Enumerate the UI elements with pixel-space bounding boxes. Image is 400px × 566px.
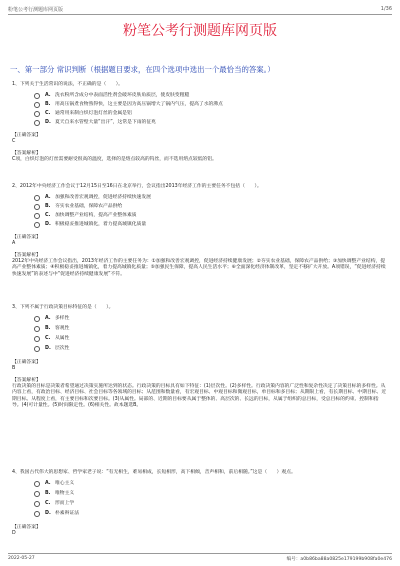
question-3 (12, 305, 388, 410)
radio-icon[interactable] (34, 93, 40, 99)
question-1 (12, 82, 388, 163)
radio-icon[interactable] (34, 213, 40, 219)
answer-label: 【正确答案】 (12, 234, 41, 240)
option-b[interactable]: B. 夯实农业基础，保障农产品供给 (34, 202, 388, 211)
question-stem: 4、我国古代伟大的思想家、哲学家老子说：“有无相生，难易相成，长短相形，高下相倾，音声相和，前后相随。”这是（ ）观点。 (12, 470, 296, 475)
question-stem: 1、下列关于生活常识的说法，不正确的是（ ）。 (12, 82, 123, 87)
analysis-text: C项，白炽灯泡的灯丝需要耐受很高的温度，选择的是熔点较高的钨丝，而不选用熔点较低的铝。 (12, 156, 217, 162)
option-b[interactable]: B. 唯物主义 (34, 489, 388, 499)
radio-icon[interactable] (34, 102, 40, 108)
answer-value: C (12, 138, 16, 144)
option-a[interactable]: A. 加强和改善宏观调控，促进经济持续快速发展 (34, 193, 388, 202)
radio-icon[interactable] (34, 491, 40, 497)
radio-icon[interactable] (34, 511, 40, 517)
analysis-label: 【答案解析】 (12, 150, 41, 156)
radio-icon[interactable] (34, 336, 40, 342)
option-a[interactable]: A. 唯心主义 (34, 479, 388, 489)
question-2 (12, 184, 388, 278)
option-d[interactable]: D. 朴素辩证法 (34, 509, 388, 519)
page-header (8, 4, 392, 15)
radio-icon[interactable] (34, 326, 40, 332)
analysis-label: 【答案解析】 (12, 252, 41, 258)
radio-icon[interactable] (34, 481, 40, 487)
option-c[interactable]: C. 从属性 (34, 334, 388, 344)
radio-icon[interactable] (34, 195, 40, 201)
answer-label: 【正确答案】 (12, 132, 41, 138)
radio-icon[interactable] (34, 120, 40, 126)
document-id: 编号：a0b86ba88a0825e179199b908fa0e476 (286, 557, 392, 562)
option-a[interactable]: A. 洗衣粉所含成分中表面活性剂会破坏皮肤角质层，使皮肤变粗糙 (34, 91, 388, 100)
analysis-label: 【答案解析】 (12, 377, 41, 383)
question-stem: 2、2012年中央经济工作会议于12月15日至16日在北京举行，会议指出2013年经济工作的主要任务不包括（ ）。 (12, 184, 262, 189)
answer-value: D (12, 530, 16, 536)
answer-value: B (12, 365, 16, 371)
radio-icon[interactable] (34, 316, 40, 322)
header-left: 粉笔公考行测题库网页版 (8, 7, 64, 13)
radio-icon[interactable] (34, 346, 40, 352)
section-heading: 一、第一部分 常识判断（根据题目要求，在四个选项中选出一个最恰当的答案。） (10, 65, 275, 74)
footer-date: 2022-05-27 (8, 556, 35, 561)
page-footer (8, 553, 392, 562)
option-c[interactable]: C. 通常用来制白炽灯泡灯丝的金属是铝 (34, 109, 388, 118)
option-d[interactable]: D. 夏天自来水管壁大量“出汗”，这常是下雨的征兆 (34, 118, 388, 127)
option-b[interactable]: B. 用高压锅煮食物熟得快，这主要是因为高压锅增大了锅内气压，提高了水的沸点 (34, 100, 388, 109)
analysis-text: 2012年中央经济工作会议指出，2013年经济工作的主要任务为：①加强和改善宏观调控，促进经济持续健康发展；②夯实农业基础，保障农产品供给；③加快调整产业结构，提高产业整体素质；④积极稳妥推进城镇化，着力提高城镇化质量；⑤加强民生保障，提高人民生活水平；⑥全面深化经济体制改革，坚定不移扩大开放。A项错误，“促进经济持续快速发展”的表述与中“促进经济持续健康发展”不符。 (12, 258, 386, 277)
option-c[interactable]: C. 加快调整产业结构，提高产业整体素质 (34, 211, 388, 220)
option-a[interactable]: A. 多样性 (34, 314, 388, 324)
option-d[interactable]: D. 层次性 (34, 344, 388, 354)
question-4 (12, 470, 388, 537)
answer-value: A (12, 240, 16, 246)
radio-icon[interactable] (34, 501, 40, 507)
answer-label: 【正确答案】 (12, 359, 41, 365)
radio-icon[interactable] (34, 111, 40, 117)
radio-icon[interactable] (34, 204, 40, 210)
answer-label: 【正确答案】 (12, 524, 41, 530)
question-stem: 3、下列不属于行政决策目标特征的是（ ）。 (12, 305, 114, 310)
option-d[interactable]: D. 积极稳妥推进城镇化，着力提高城镇化质量 (34, 220, 388, 229)
option-c[interactable]: C. 形而上学 (34, 499, 388, 509)
page-title: 粉笔公考行测题库网页版 (123, 23, 277, 39)
option-b[interactable]: B. 客观性 (34, 324, 388, 334)
radio-icon[interactable] (34, 222, 40, 228)
analysis-text: 行政决策的目标是决策者希望通过决策实施所达到的状态。行政决策的目标具有如下特征：(1)层次性。(2)多样性。行政决策内容的广泛性和复杂性决定了决策目标的多样性。从内容上看，有政治目标、经济目标、社会目标等各领域的目标；从范围和数量看，有宏观目标、中观目标和微观目标，单目标和多目标；从期限上看，有长期目标、中期目标、近期目标。从程度上看，有主要目标和次要目标。(3)从属性。局部的、近期的目标要从属于整体的、高层次的、长远的目标，从属于组织的总目标，受总目标的约束、控制和指导。(4)可计量性。(5)时间限定性。(6)相关性。故本题选B。 (12, 383, 387, 409)
page-number: 1/36 (380, 6, 392, 12)
